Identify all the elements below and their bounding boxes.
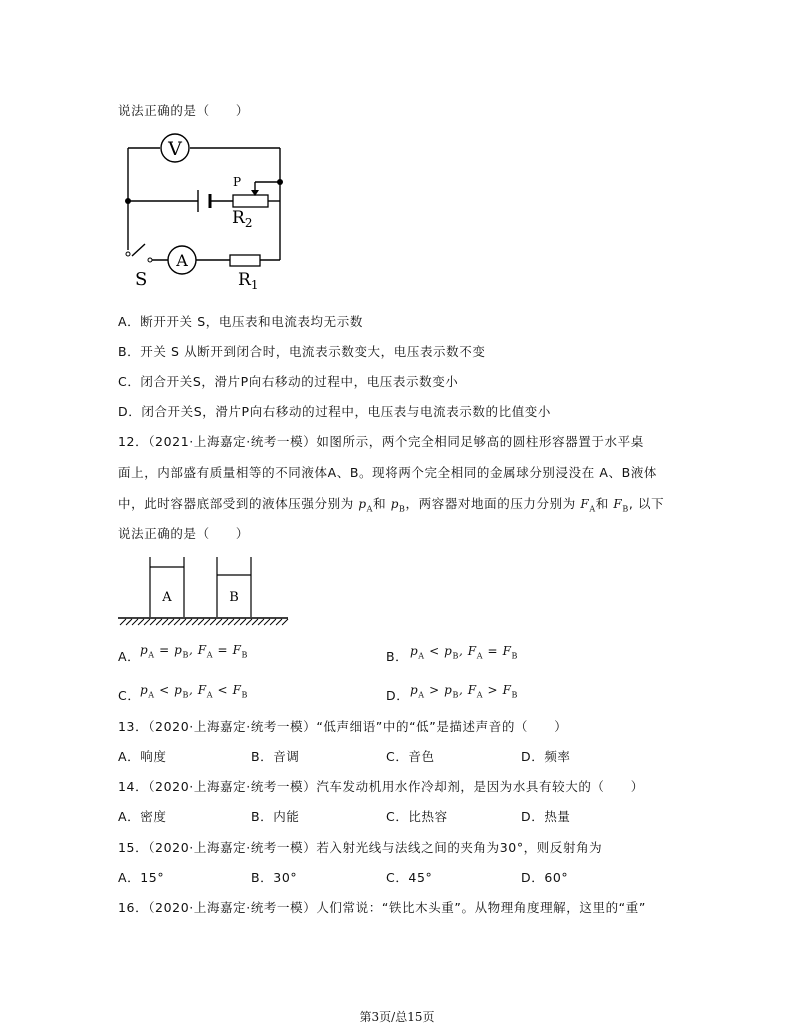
q12-option-b: B． <box>386 649 409 664</box>
slider-label: P <box>233 175 242 189</box>
q12-stem-line4: 说法正确的是（ ） <box>118 526 250 541</box>
q13-option-d: D．频率 <box>521 749 571 764</box>
q16-stem: 16．（2020·上海嘉定·统考一模）人们常说：“铁比木头重”。从物理角度理解，这里的“重” <box>118 900 646 915</box>
q15-option-d: D．60° <box>521 870 569 885</box>
q12-stem-line3: 中，此时容器底部受到的液体压强分别为 $p_A$和 $p_B$，两容器对地面的压力分别为 $F_A$和 $F_B$, 以下 <box>118 496 665 514</box>
q12-containers-figure <box>118 555 293 630</box>
ammeter-symbol <box>168 246 196 274</box>
q11-option-d: D．闭合开关S，滑片P向右移动的过程中，电压表与电流表示数的比值变小 <box>118 404 551 419</box>
q13-option-a: A．响度 <box>118 749 167 764</box>
junction-dot <box>125 198 131 204</box>
q15-option-a: A．15° <box>118 870 165 885</box>
q15-stem: 15．（2020·上海嘉定·统考一模）若入射光线与法线之间的夹角为30°，则反射角为 <box>118 840 603 855</box>
q11-circuit-diagram <box>120 130 300 295</box>
r1-label: $R_1$ <box>238 270 259 292</box>
q15-option-b: B．30° <box>251 870 298 885</box>
q12-stem-line1: 12．（2021·上海嘉定·统考一模）如图所示，两个完全相同足够高的圆柱形容器置于水平桌 <box>118 434 644 449</box>
page-number-footer: 第3页/总15页 <box>359 1010 435 1024</box>
q12-option-d: D． <box>386 688 410 703</box>
q14-option-c: C．比热容 <box>386 809 448 824</box>
svg-text:V: V <box>168 138 182 160</box>
q12-option-b-expr: $p_A < p_B$, $F_A = F_B$ <box>410 644 518 661</box>
q11-option-b: B．开关 S 从断开到闭合时，电流表示数变大，电压表示数不变 <box>118 344 486 359</box>
voltmeter-symbol <box>161 134 189 162</box>
q12-option-d-expr: $p_A > p_B$, $F_A > F_B$ <box>410 683 518 700</box>
q14-option-a: A．密度 <box>118 809 167 824</box>
q11-option-c: C．闭合开关S，滑片P向右移动的过程中，电压表示数变小 <box>118 374 459 389</box>
q13-stem: 13．（2020·上海嘉定·统考一模）“低声细语”中的“低”是描述声音的（ ） <box>118 719 568 734</box>
r2-label: $R_2$ <box>232 208 253 230</box>
svg-text:A: A <box>176 251 188 270</box>
q12-option-a-expr: $p_A = p_B$, $F_A = F_B$ <box>140 643 248 660</box>
container-b-label: B <box>229 590 239 605</box>
q11-option-a: A．断开开关 S，电压表和电流表均无示数 <box>118 314 363 329</box>
q14-stem: 14．（2020·上海嘉定·统考一模）汽车发动机用水作冷却剂，是因为水具有较大的（ ） <box>118 779 644 794</box>
q12-stem-line2: 面上，内部盛有质量相等的不同液体A、B。现将两个完全相同的金属球分别浸没在 A、B液体 <box>118 465 658 480</box>
q12-option-c: C． <box>118 688 141 703</box>
container-a-label: A <box>162 590 172 605</box>
q14-option-d: D．热量 <box>521 809 571 824</box>
q12-option-a: A． <box>118 649 141 664</box>
q13-option-b: B．音调 <box>251 749 300 764</box>
junction-dot <box>277 179 283 185</box>
q13-option-c: C．音色 <box>386 749 435 764</box>
q14-option-b: B．内能 <box>251 809 300 824</box>
q12-option-c-expr: $p_A < p_B$, $F_A < F_B$ <box>140 683 248 700</box>
q15-option-c: C．45° <box>386 870 433 885</box>
switch-label: S <box>135 269 148 290</box>
q11-stem-tail: 说法正确的是（ ） <box>118 103 250 118</box>
